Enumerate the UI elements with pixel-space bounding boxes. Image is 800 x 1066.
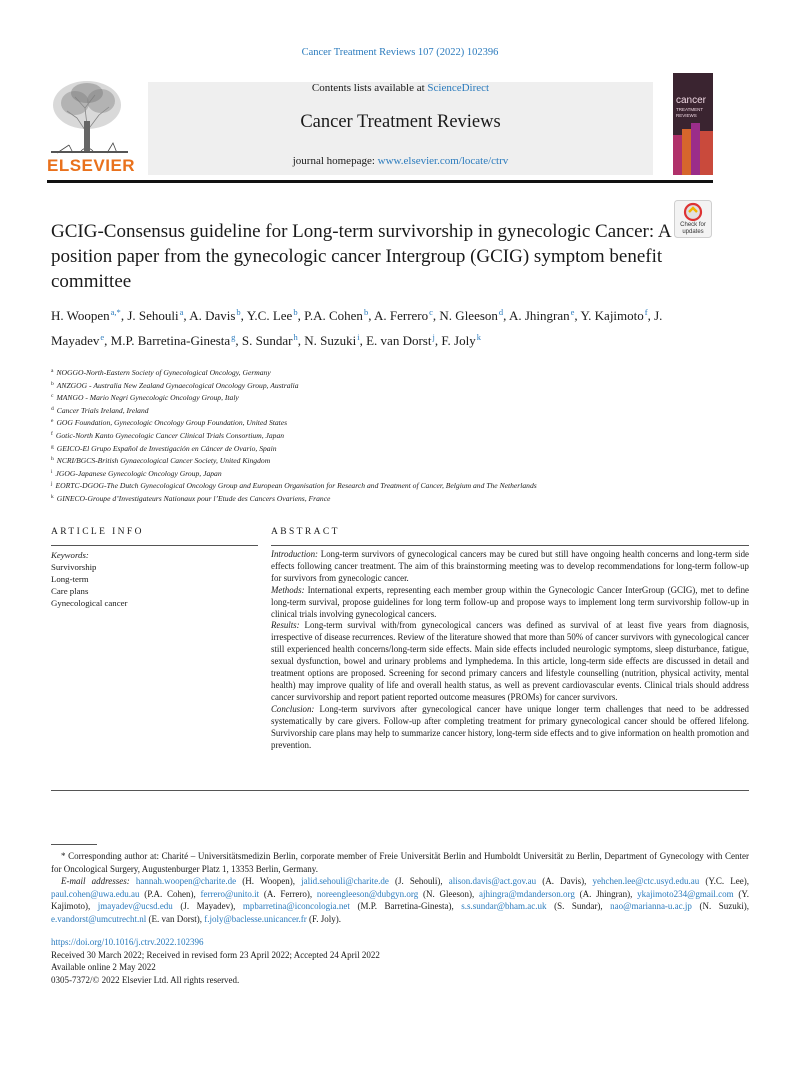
affiliation-text: NCRI/BGCS-British Gynaecological Cancer Society, United Kingdom (56, 456, 271, 466)
journal-cover-art (673, 73, 713, 175)
author-affiliation-marker[interactable]: f (644, 307, 648, 317)
author-name[interactable]: A. Ferrero (373, 308, 429, 323)
email-link[interactable]: ykajimoto234@gmail.com (637, 888, 734, 899)
journal-homepage-link[interactable]: www.elsevier.com/locate/ctrv (377, 155, 509, 167)
affiliation-text: EORTC-DGOG-The Dutch Gynecological Oncology Group and European Organisation for Research and Treatment of Cancer, Belgium and The Netherlands (55, 481, 537, 491)
author-name[interactable]: N. Gleeson (439, 308, 498, 323)
author-affiliation-marker[interactable]: d (498, 307, 504, 317)
author-name[interactable]: Y. Kajimoto (580, 308, 644, 323)
author-affiliation-marker[interactable]: b (236, 307, 241, 317)
abstract-section-label: Methods: (271, 584, 305, 595)
journal-cover-image[interactable] (673, 73, 713, 175)
affiliation-item (51, 366, 711, 379)
email-owner: (H. Woopen), (236, 876, 302, 886)
keyword-item: Survivorship (51, 561, 97, 572)
crossmark-label-line1: Check for (680, 222, 706, 228)
affiliation-key: d (51, 405, 54, 412)
affiliation-key: b (51, 380, 54, 387)
email-owner: (Y.C. Lee), (699, 876, 750, 886)
author-affiliation-marker[interactable]: k (476, 331, 481, 342)
email-owner: (E. van Dorst), (146, 913, 205, 924)
affiliation-text: GEICO-El Grupo Español de Investigación en Cáncer de Ovario, Spain (56, 443, 277, 453)
abstract-section-label: Conclusion: (271, 703, 315, 714)
email-list (51, 876, 749, 924)
keyword-list (51, 562, 258, 610)
email-link[interactable]: f.joly@baclesse.unicancer.fr (204, 913, 307, 924)
footnote-rule (51, 844, 97, 845)
affiliation-text: GOG Foundation, Gynecologic Oncology Group Foundation, United States (56, 418, 288, 428)
article-history (51, 936, 551, 986)
affiliation-text: JGOG-Japanese Gynecologic Oncology Group, Japan (55, 468, 222, 478)
email-owner: (J. Mayadev), (172, 901, 243, 911)
author-name[interactable]: H. Woopen (51, 308, 110, 323)
abstract-paragraph (271, 620, 749, 703)
cover-title-text: cancer (676, 95, 707, 106)
abstract-section-text: Long-term survivors of gynecological cancers may be cured but still have ongoing health concerns and long-term side effects following cancer treatment. The aim of this brainstorming meeting was to develop recommendations for long-term follow-up for survivors from gynecologic cancer. (271, 549, 749, 583)
email-owner: (F. Joly). (306, 913, 342, 924)
abstract-end-rule (51, 790, 749, 791)
author-entry (439, 308, 503, 323)
affiliation-key: a (51, 368, 54, 374)
affiliation-text: GINECO-Groupe d’Investigateurs Nationaux pour l’Etude des Cancers Ovariens, France (56, 493, 331, 503)
author-affiliation-marker[interactable]: a,* (110, 307, 121, 317)
author-affiliation-marker[interactable]: c (429, 307, 433, 317)
affiliation-key: h (51, 456, 54, 463)
article-info-heading: ARTICLE INFO (51, 527, 144, 537)
author-affiliation-marker[interactable]: i (357, 331, 360, 342)
author-affiliation-marker[interactable]: e (100, 331, 105, 342)
affiliation-text: ANZGOG - Australia New Zealand Gynaecological Oncology Group, Australia (56, 380, 299, 390)
email-link[interactable]: ferrero@unito.it (200, 888, 260, 899)
homepage-prefix: journal homepage: (292, 155, 378, 167)
elsevier-wordmark: ELSEVIER (47, 156, 136, 175)
abstract-paragraph (271, 549, 749, 585)
email-owner: (A. Jhingran), (574, 888, 638, 899)
email-link[interactable]: jalid.sehouli@charite.de (301, 876, 389, 886)
author-affiliation-marker[interactable]: h (293, 331, 298, 342)
author-entry (242, 333, 298, 348)
abstract-section-label: Introduction: (271, 549, 318, 559)
email-owner: (A. Davis), (536, 876, 593, 886)
email-link[interactable]: hannah.woopen@charite.de (135, 876, 237, 886)
author-entry (127, 308, 183, 323)
author-entry (304, 333, 359, 348)
author-entry (111, 333, 236, 348)
affiliation-key: c (51, 393, 54, 400)
author-entry (441, 333, 481, 348)
article-info-rule (51, 545, 258, 546)
affiliation-item (51, 454, 711, 467)
author-name[interactable]: P.A. Cohen (304, 308, 363, 323)
affiliation-item (51, 429, 711, 442)
author-affiliation-marker[interactable]: b (363, 307, 369, 317)
email-owner: (A. Ferrero), (259, 888, 317, 899)
author-name[interactable]: F. Joly (441, 332, 476, 348)
affiliation-item (51, 391, 711, 404)
cover-subtitle-text-2: REVIEWS (676, 113, 697, 118)
email-owner: (J. Sehouli), (388, 876, 449, 886)
keywords-label: Keywords: (51, 550, 89, 560)
email-link[interactable]: yehchen.lee@ctc.usyd.edu.au (592, 876, 700, 886)
abstract-paragraph (271, 704, 749, 752)
affiliation-text: NOGGO-North-Eastern Society of Gynecological Oncology, Germany (56, 368, 271, 377)
contents-prefix: Contents lists available at (311, 82, 428, 94)
author-affiliation-marker[interactable]: j (432, 331, 435, 342)
email-link[interactable]: mpbarretina@iconcologia.net (242, 901, 350, 911)
author-affiliation-marker[interactable]: a (179, 307, 184, 317)
corresponding-author-footnote (51, 850, 749, 925)
author-entry (509, 308, 574, 323)
email-link[interactable]: noreengleeson@dubgyn.org (316, 888, 419, 899)
journal-banner (148, 82, 653, 175)
author-entry (247, 308, 298, 323)
author-entry (189, 308, 240, 323)
email-link[interactable]: paul.cohen@uwa.edu.au (51, 888, 140, 899)
keyword-item: Care plans (51, 585, 89, 596)
email-owner: (Y. Kajimoto), (51, 888, 749, 911)
header-divider (47, 180, 713, 183)
email-owner: (M.P. Barretina-Ginesta), (349, 901, 462, 911)
author-name[interactable]: M.P. Barretina-Ginesta (110, 332, 231, 348)
journal-homepage-line (148, 155, 653, 167)
available-online: Available online 2 May 2022 (51, 962, 156, 972)
affiliation-key: i (51, 468, 53, 475)
author-name[interactable]: N. Suzuki (304, 332, 357, 348)
author-name[interactable]: S. Sundar (241, 332, 293, 348)
abstract-rule (271, 545, 749, 546)
affiliation-item (51, 442, 711, 455)
affiliation-item (51, 479, 711, 492)
corresponding-author-text: * Corresponding author at: Charité – Universitätsmedizin Berlin, corporate member of Freie Universität Berlin and Humboldt Universität zu Berlin, Department of Gynecology with Center for Oncological Surgery, Augustenburger Platz 1, 13353 Berlin, Germany. (51, 851, 749, 874)
affiliation-item (51, 467, 711, 480)
email-link[interactable]: s.s.sundar@bham.ac.uk (461, 901, 547, 911)
affiliation-key: g (51, 443, 54, 450)
affiliation-key: f (51, 430, 53, 437)
email-owner: (N. Suzuki), (691, 901, 750, 911)
affiliation-key: k (51, 493, 54, 500)
affiliation-text: Gotic-North Kanto Gynecologic Cancer Clinical Trials Consortium, Japan (55, 430, 285, 440)
keyword-item: Long-term (51, 573, 89, 584)
keywords-block (51, 550, 258, 610)
email-addresses (51, 875, 749, 925)
abstract-heading: ABSTRACT (271, 527, 340, 537)
author-name[interactable]: J. Sehouli (127, 308, 179, 323)
abstract-section-text: International experts, representing each member group within the Gynecologic Cancer InterGroup (GCIG), met to define long-term survival, propose guidelines for long term follow-up and propose ways to implement long term survivorship follow-up in clinical trials involving gynecological cancers. (271, 584, 749, 619)
abstract-section-label: Results: (271, 620, 300, 631)
author-entry (51, 308, 121, 323)
affiliation-text: Cancer Trials Ireland, Ireland (56, 405, 149, 415)
keyword-item: Gynecological cancer (51, 597, 128, 608)
cover-subtitle-text: TREATMENT (676, 107, 704, 112)
email-link[interactable]: ajhingra@mdanderson.org (478, 888, 575, 899)
affiliation-item (51, 379, 711, 392)
copyright-line: 0305-7372/© 2022 Elsevier Ltd. All rights reserved. (51, 974, 240, 985)
crossmark-label-line2: updates (682, 229, 704, 235)
affiliation-key: e (51, 418, 54, 425)
author-affiliation-marker[interactable]: g (231, 331, 236, 342)
author-affiliation-marker[interactable]: e (570, 307, 575, 317)
author-name[interactable]: E. van Dorst (366, 332, 432, 348)
affiliation-key: j (51, 481, 53, 488)
email-link[interactable]: nao@marianna-u.ac.jp (610, 901, 692, 911)
journal-header (47, 73, 713, 178)
received-dates: Received 30 March 2022; Received in revised form 23 April 2022; Accepted 24 April 2022 (51, 949, 380, 960)
abstract-body (271, 549, 749, 751)
sciencedirect-link[interactable]: ScienceDirect (427, 82, 490, 94)
contents-available-line (148, 82, 653, 94)
email-link[interactable]: alison.davis@act.gov.au (448, 876, 537, 886)
author-affiliation-marker[interactable]: b (293, 307, 298, 317)
author-name[interactable]: A. Jhingran (508, 308, 570, 323)
email-owner: (N. Gleeson), (418, 888, 479, 899)
author-entry (580, 308, 647, 323)
email-link[interactable]: e.vandorst@umcutrecht.nl (51, 913, 147, 924)
email-owner: (P.A. Cohen), (139, 888, 201, 899)
journal-title: Cancer Treatment Reviews (300, 112, 501, 132)
crossmark-label (674, 222, 712, 236)
email-label: E-mail addresses: (61, 876, 130, 886)
author-entry (304, 308, 368, 323)
abstract-paragraph (271, 585, 749, 621)
author-list: H. Woopen$^{a,*}$, J. Sehouli$^a$, A. Davis$^b$, Y.C. Lee$^b$, P.A. Cohen$^b$, A. Ferrero$^c$, N. Gleeson$^d$, A. Jhingran$^e$, Y. Kajimoto$^f$, J. Mayadev$^e$, M.P. Barretina-Ginesta$^g$, S. Sundar$^h$, N. Suzuki$^i$, E. van Dorst$^j$, F. Joly$^k$ (51, 307, 663, 348)
author-name[interactable]: A. Davis (189, 308, 236, 323)
abstract-section-text: Long-term survivors after gynecological cancer have unique longer term challenges that need to be addressed systematically by care givers. Follow-up after completing treatment for primary gynecological cancer should be offered lifelong. Survivorship care plans may help to summarize cancer history, long-term side effects and to give information on health promotion and prevention. (271, 703, 749, 750)
affiliation-item (51, 404, 711, 417)
email-link[interactable]: jmayadev@ucsd.edu (97, 901, 173, 911)
abstract-section-text: Long-term survival with/from gynecological cancers was defined as survival of at least five years from diagnosis, irrespective of disease recurrences. Review of the literature showed that more than 50% of cancer survivors with gynecological cancer still experienced health concerns/long-term side effects. Main side effects included neurologic symptoms, sleep disturbance, fatigue, sexual dysfunction, bowel and urinary problems and lymphedema. In this article, long-term side effects are discussed in detail and treatment options are proposed. Screening for second primary cancers and lifestyle counselling (nutrition, physical activity, mental health) may improve quality of life and overall health status, as well as prevent cardiovascular events. Clinical trials should address cancer survivorship and report patient reported outcome measures (PROMs) for cancer survivors. (271, 620, 749, 702)
affiliation-list (51, 366, 711, 505)
affiliation-text: MANGO - Mario Negri Gynecologic Oncology Group, Italy (56, 393, 239, 403)
journal-citation[interactable]: Cancer Treatment Reviews 107 (2022) 102396 (301, 47, 499, 58)
email-owner: (S. Sundar), (546, 901, 611, 911)
author-entry (366, 333, 435, 348)
author-entry (374, 308, 433, 323)
author-name[interactable]: J. Mayadev (51, 308, 663, 348)
paper-title: GCIG-Consensus guideline for Long-term survivorship in gynecologic Cancer: A position paper from the gynecologic cancer Intergroup (GCIG) symptom benefit committee (51, 221, 671, 292)
affiliation-item (51, 492, 711, 505)
doi-link[interactable]: https://doi.org/10.1016/j.ctrv.2022.102396 (51, 937, 204, 947)
author-name[interactable]: Y.C. Lee (246, 308, 293, 323)
affiliation-item (51, 416, 711, 429)
